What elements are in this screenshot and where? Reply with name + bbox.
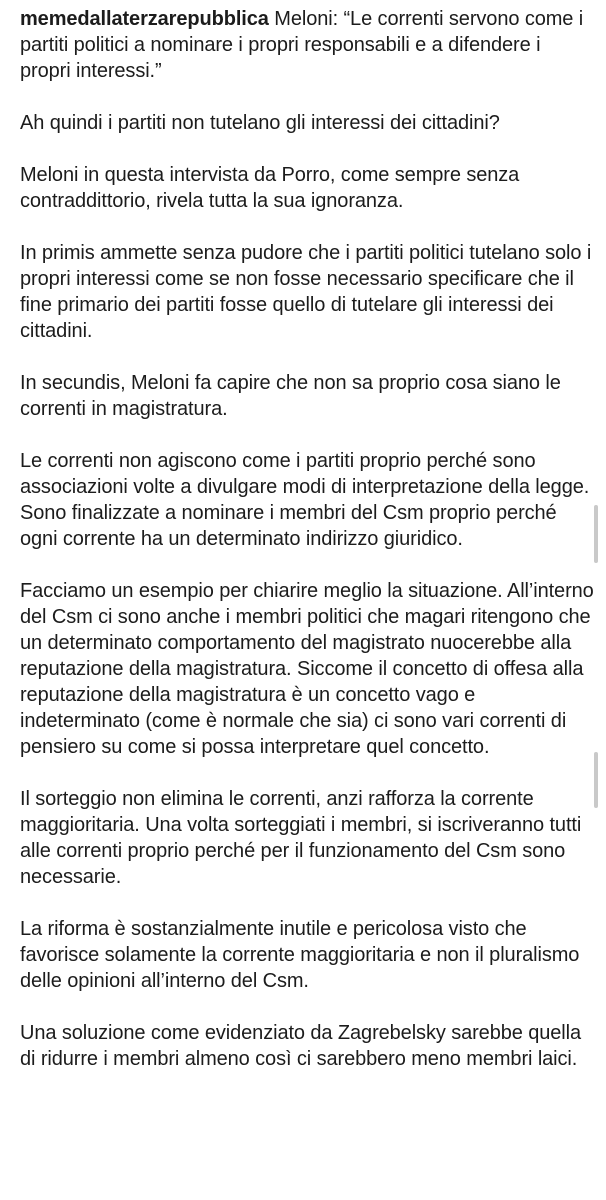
caption-paragraph: Ah quindi i partiti non tutelano gli interessi dei cittadini? [20,112,500,134]
caption-paragraph: La riforma è sostanzialmente inutile e pericolosa visto che favorisce solamente la corrente maggioritaria e non il pluralismo delle opinioni all’interno del Csm. [20,918,580,992]
caption-paragraph: Una soluzione come evidenziato da Zagrebelsky sarebbe quella di ridurre i membri almeno così ci sarebbero meno membri laici. [20,1022,582,1070]
caption-paragraph: Facciamo un esempio per chiarire meglio la situazione. All’interno del Csm ci sono anche i membri politici che magari ritengono che un determinato comportamento del magistrato nuocerebbe alla reputazione della magistratura. Siccome il concetto di offesa alla reputazione della magistratura è un concetto vago e indeterminato (come è normale che sia) ci sono vari correnti di pensiero su come si possa interpretare quel concetto. [20,580,594,758]
scrollbar-thumb-secondary[interactable] [594,752,598,808]
caption-paragraph: In secundis, Meloni fa capire che non sa proprio cosa siano le correnti in magistratura. [20,372,561,420]
scrollbar-thumb[interactable] [594,505,598,563]
username-link[interactable]: memedallaterzarepubblica [20,8,269,30]
caption-quote: Meloni: “Le correnti servono come i partiti politici a nominare i propri responsabili e a difendere i propri interessi.” [20,8,584,82]
post-caption [20,6,594,1098]
caption-paragraph: In primis ammette senza pudore che i partiti politici tutelano solo i propri interessi come se non fosse necessario specificare che il fine primario dei partiti fosse quello di tutelare gli interessi dei cittadini. [20,242,592,342]
caption-paragraph: Meloni in questa intervista da Porro, come sempre senza contraddittorio, rivela tutta la sua ignoranza. [20,164,520,212]
caption-paragraph: Il sorteggio non elimina le correnti, anzi rafforza la corrente maggioritaria. Una volta sorteggiati i membri, si iscriveranno tutti alle correnti proprio perché per il funzionamento del Csm sono necessarie. [20,788,582,888]
caption-paragraph: Le correnti non agiscono come i partiti proprio perché sono associazioni volte a divulgare modi di interpretazione della legge. Sono finalizzate a nominare i membri del Csm proprio perché ogni corrente ha un determinato indirizzo giuridico. [20,450,590,550]
caption-intro [20,6,594,84]
